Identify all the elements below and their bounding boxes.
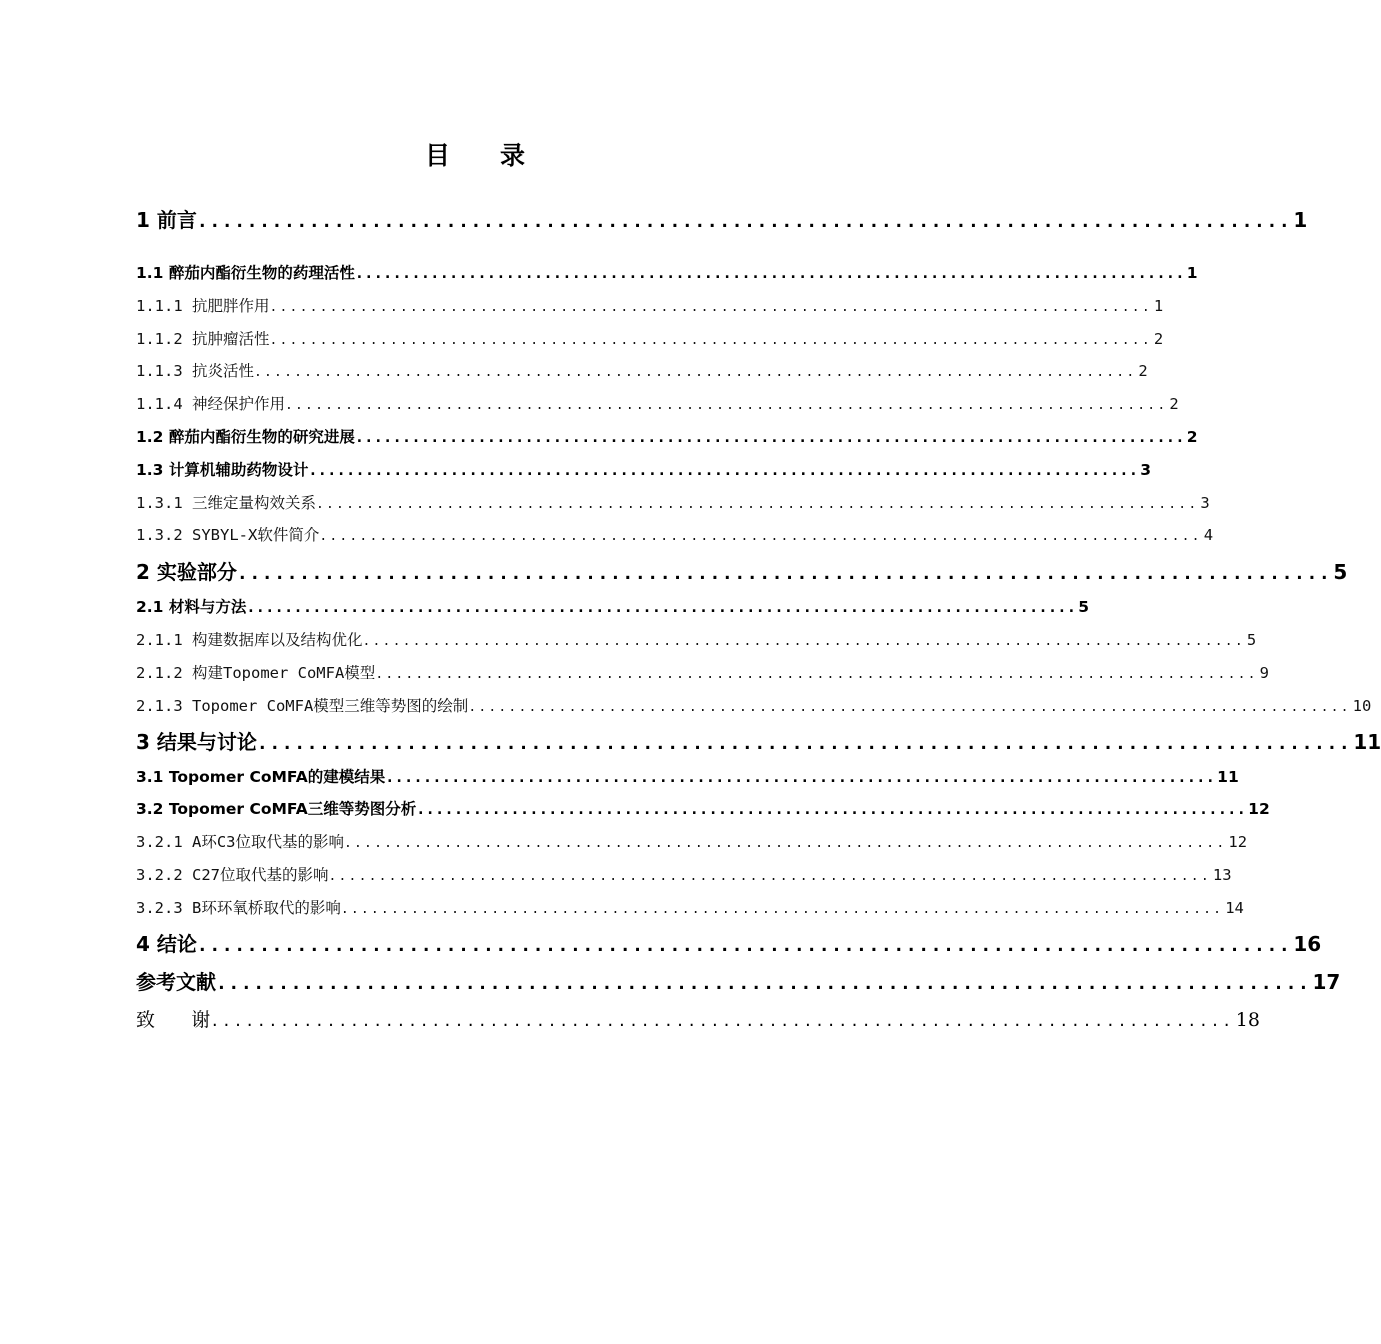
toc-entry-page: 11 bbox=[1353, 730, 1381, 754]
toc-entry-page: 2 bbox=[1169, 395, 1179, 413]
toc-title-second-char: 录 bbox=[500, 141, 526, 170]
toc-entry-label: 2.1 材料与方法 bbox=[136, 598, 247, 616]
toc-entry-label: 3.1 Topomer CoMFA的建模结果 bbox=[136, 768, 386, 786]
toc-entry-page: 2 bbox=[1153, 330, 1164, 348]
toc-entry-label: 3.2.1 A环C3位取代基的影响 bbox=[136, 833, 344, 851]
toc-entry[interactable]: 1.1.4 神经保护作用 ........................................................................................ 2 bbox=[136, 392, 826, 414]
toc-entry-label: 4 结论 bbox=[136, 932, 197, 956]
toc-entry-label: 致 谢 bbox=[136, 1009, 211, 1031]
toc-entry-page: 14 bbox=[1225, 899, 1244, 917]
toc-entry-page: 16 bbox=[1293, 932, 1322, 956]
toc-entry-page: 4 bbox=[1203, 526, 1214, 544]
toc-entry[interactable]: 1.3 计算机辅助药物设计 ........................................................................................ 3 bbox=[136, 458, 826, 480]
toc-entry-page: 1 bbox=[1153, 297, 1164, 315]
toc-entry-page: 12 bbox=[1248, 800, 1270, 818]
toc-entry[interactable]: 1.2 醉茄内酯衍生物的研究进展 ........................................................................................ 2 bbox=[136, 425, 826, 447]
toc-entry-label: 1.1 醉茄内酯衍生物的药理活性 bbox=[136, 264, 355, 282]
toc-entry-page: 13 bbox=[1212, 866, 1232, 884]
toc-entry[interactable]: 参考文献 ........................................................................................ 17 bbox=[136, 966, 826, 995]
toc-entry-label: 1.2 醉茄内酯衍生物的研究进展 bbox=[136, 428, 355, 446]
toc-entry-label: 1.1.3 抗炎活性 bbox=[136, 362, 254, 380]
toc-entry-label: 参考文献 bbox=[136, 970, 216, 994]
toc-entry-page: 18 bbox=[1235, 1009, 1260, 1031]
toc-entry-label: 1.3 计算机辅助药物设计 bbox=[136, 461, 309, 479]
toc-entry-label: 3.2.3 B环环氧桥取代的影响 bbox=[136, 899, 341, 917]
toc-entry-label: 1.1.4 神经保护作用 bbox=[136, 395, 285, 413]
toc-entry[interactable]: 3.2 Topomer CoMFA三维等势图分析 ........................................................................................ 12 bbox=[136, 797, 826, 819]
toc-entry[interactable]: 2.1.2 构建Topomer CoMFA模型 ........................................................................................ 9 bbox=[136, 661, 826, 683]
toc-entry[interactable]: 4 结论 ........................................................................................ 16 bbox=[136, 928, 826, 957]
toc-entry[interactable]: 1.3.1 三维定量构效关系 ........................................................................................ 3 bbox=[136, 491, 826, 513]
toc-entry[interactable]: 3.2.1 A环C3位取代基的影响 ........................................................................................ 12 bbox=[136, 830, 826, 852]
toc-entry[interactable]: 2.1.1 构建数据库以及结构优化 ........................................................................................ 5 bbox=[136, 628, 826, 650]
toc-entry[interactable]: 1.1.1 抗肥胖作用 ........................................................................................ 1 bbox=[136, 294, 826, 316]
toc-entry-page: 5 bbox=[1333, 560, 1348, 584]
toc-entry-page: 17 bbox=[1312, 970, 1341, 994]
toc-entry[interactable]: 1 前言 ........................................................................................ 1 bbox=[136, 204, 826, 233]
toc-entry[interactable]: 1.1.2 抗肿瘤活性 ........................................................................................ 2 bbox=[136, 327, 826, 349]
toc-entry[interactable]: 2 实验部分 ........................................................................................ 5 bbox=[136, 556, 826, 585]
toc-entry[interactable]: 3 结果与讨论 ........................................................................................ 11 bbox=[136, 726, 826, 755]
toc-entry[interactable]: 致 谢 ........................................................................................ 18 bbox=[136, 1005, 826, 1032]
toc-entry-page: 11 bbox=[1217, 768, 1239, 786]
toc-entry[interactable]: 1.1.3 抗炎活性 ........................................................................................ 2 bbox=[136, 359, 826, 381]
toc-entry-label: 3.2 Topomer CoMFA三维等势图分析 bbox=[136, 800, 417, 818]
toc-entry-page: 3 bbox=[1140, 461, 1152, 479]
toc-entry[interactable]: 2.1 材料与方法 ........................................................................................ 5 bbox=[136, 595, 826, 617]
toc-entry-label: 1 前言 bbox=[136, 208, 197, 232]
toc-entry-label: 1.1.2 抗肿瘤活性 bbox=[136, 330, 270, 348]
toc-entry[interactable]: 3.2.2 C27位取代基的影响 ........................................................................................ 13 bbox=[136, 863, 826, 885]
toc-entry-label: 1.1.1 抗肥胖作用 bbox=[136, 297, 270, 315]
toc-entry[interactable]: 3.2.3 B环环氧桥取代的影响 ........................................................................................ 14 bbox=[136, 896, 826, 918]
toc-title-first-char: 目 bbox=[424, 141, 450, 170]
toc-entry-label: 2.1.2 构建Topomer CoMFA模型 bbox=[136, 664, 376, 682]
toc-entry-label: 1.3.2 SYBYL-X软件简介 bbox=[136, 526, 320, 544]
toc-entry[interactable]: 2.1.3 Topomer CoMFA模型三维等势图的绘制 ........................................................................................ 10 bbox=[136, 694, 826, 716]
toc-entry-page: 1 bbox=[1293, 208, 1308, 232]
toc-entry-page: 5 bbox=[1078, 598, 1090, 616]
toc-entry[interactable]: 1.3.2 SYBYL-X软件简介 ........................................................................................ 4 bbox=[136, 523, 826, 545]
toc-entry-label: 2.1.3 Topomer CoMFA模型三维等势图的绘制 bbox=[136, 697, 469, 715]
toc-entry-page: 3 bbox=[1200, 494, 1210, 512]
toc-entry-label: 2 实验部分 bbox=[136, 560, 237, 584]
toc-entry-page: 2 bbox=[1186, 428, 1198, 446]
toc-entry-page: 9 bbox=[1259, 664, 1270, 682]
toc-entry-page: 2 bbox=[1138, 362, 1148, 380]
toc-entry-page: 12 bbox=[1228, 833, 1248, 851]
toc-entry-label: 3.2.2 C27位取代基的影响 bbox=[136, 866, 329, 884]
toc-entry-label: 1.3.1 三维定量构效关系 bbox=[136, 494, 316, 512]
toc-entry-label: 2.1.1 构建数据库以及结构优化 bbox=[136, 631, 363, 649]
toc-entry-page: 5 bbox=[1246, 631, 1257, 649]
toc-entry[interactable]: 3.1 Topomer CoMFA的建模结果 ........................................................................................ 11 bbox=[136, 765, 826, 787]
toc-entry-page: 10 bbox=[1352, 697, 1372, 715]
toc-entry-page: 1 bbox=[1186, 264, 1198, 282]
toc-title bbox=[0, 136, 950, 172]
toc-entry[interactable]: 1.1 醉茄内酯衍生物的药理活性 ........................................................................................ 1 bbox=[136, 261, 826, 283]
toc-entry-label: 3 结果与讨论 bbox=[136, 730, 257, 754]
